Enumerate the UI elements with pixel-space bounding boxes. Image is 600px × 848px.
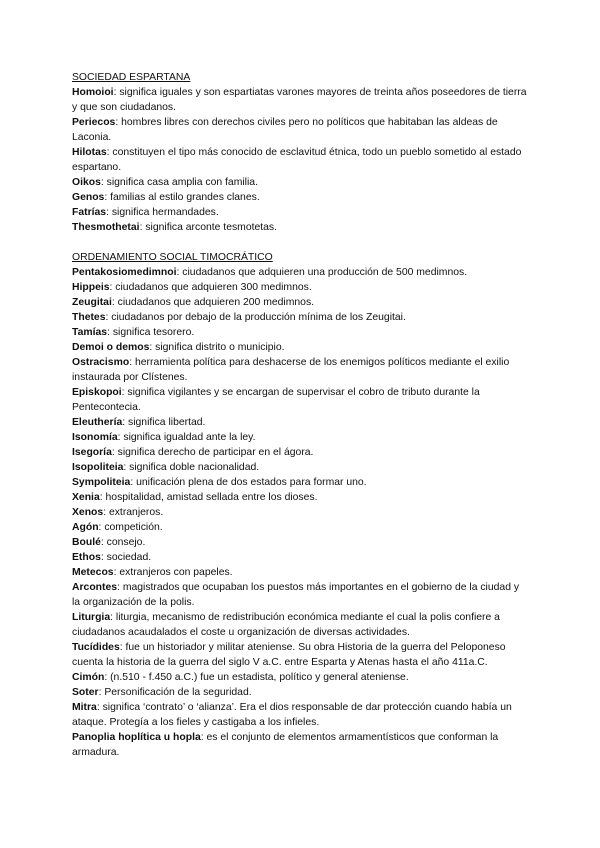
glossary-definition: : significa distrito o municipio. xyxy=(149,342,285,353)
glossary-term: Demoi o demos xyxy=(72,342,150,353)
glossary-entry xyxy=(72,310,530,325)
glossary-term: Eleuthería xyxy=(72,417,123,428)
glossary-entry xyxy=(72,730,530,760)
glossary-term: Oikos xyxy=(72,177,101,188)
glossary-definition: : liturgia, mecanismo de redistribución económica mediante el cual la polis confiere a ciudadanos acaudalados el coste u organización de diversas actividades. xyxy=(72,612,500,638)
glossary-entry xyxy=(72,490,530,505)
glossary-definition: : significa iguales y son espartiatas varones mayores de treinta años poseedores de tierra y que son ciudadanos. xyxy=(72,87,527,113)
glossary-definition: : significa derecho de participar en el ágora. xyxy=(111,447,314,458)
glossary-entry xyxy=(72,265,530,280)
section-heading-sociedad-espartana: SOCIEDAD ESPARTANA xyxy=(72,72,191,83)
glossary-definition: : constituyen el tipo más conocido de esclavitud étnica, todo un pueblo sometido al estado espartano. xyxy=(72,147,522,173)
glossary-term: Ethos xyxy=(72,552,101,563)
glossary-entry xyxy=(72,385,530,415)
glossary-definition: : significa ‘contrato’ o ‘alianza’. Era el dios responsable de dar protección cuando había un ataque. Protegía a los fieles y castigaba a los infieles. xyxy=(72,702,512,728)
glossary-term: Isonomía xyxy=(72,432,118,443)
glossary-definition: : (n.510 - f.450 a.C.) fue un estadista, político y general ateniense. xyxy=(104,672,409,683)
glossary-entry xyxy=(72,505,530,520)
glossary-definition: : significa hermandades. xyxy=(106,207,219,218)
section-spacer xyxy=(72,235,530,250)
glossary-entry xyxy=(72,610,530,640)
glossary-term: Tamías xyxy=(72,327,108,338)
glossary-term: Metecos xyxy=(72,567,114,578)
glossary-entry xyxy=(72,85,530,115)
glossary-term: Liturgia xyxy=(72,612,111,623)
glossary-term: Xenia xyxy=(72,492,100,503)
glossary-definition: : unificación plena de dos estados para formar uno. xyxy=(130,477,367,488)
glossary-definition: : ciudadanos que adquieren 200 medimnos. xyxy=(111,297,315,308)
glossary-term: Thetes xyxy=(72,312,106,323)
glossary-entry xyxy=(72,280,530,295)
glossary-definition: : significa tesorero. xyxy=(107,327,195,338)
glossary-entry xyxy=(72,145,530,175)
glossary-definition: : significa arconte tesmotetas. xyxy=(139,222,278,233)
glossary-entry xyxy=(72,340,530,355)
glossary-definition: : es el conjunto de elementos armamentísticos que conforman la armadura. xyxy=(72,732,499,758)
glossary-entry xyxy=(72,550,530,565)
glossary-term: Genos xyxy=(72,192,105,203)
glossary-term: Hilotas xyxy=(72,147,107,158)
glossary-entry xyxy=(72,415,530,430)
glossary-term: Homoioi xyxy=(72,87,114,98)
glossary-term: Episkopoi xyxy=(72,387,122,398)
glossary-section-sociedad-espartana xyxy=(72,85,530,235)
glossary-term: Panoplia hoplítica u hopla xyxy=(72,732,201,743)
glossary-entry xyxy=(72,535,530,550)
glossary-definition: : herramienta política para deshacerse de los enemigos políticos mediante el exilio instaurada por Clístenes. xyxy=(72,357,510,383)
glossary-definition: : extranjeros con papeles. xyxy=(113,567,233,578)
glossary-entry xyxy=(72,445,530,460)
glossary-term: Sympoliteia xyxy=(72,477,131,488)
glossary-entry xyxy=(72,175,530,190)
glossary-definition: : significa doble nacionalidad. xyxy=(123,462,260,473)
glossary-definition: : ciudadanos que adquieren 300 medimnos. xyxy=(109,282,312,293)
glossary-entry xyxy=(72,685,530,700)
glossary-entry xyxy=(72,205,530,220)
glossary-definition: : significa vigilantes y se encargan de supervisar el cobro de tributo durante la Pentecontecia. xyxy=(72,387,480,413)
glossary-term: Agón xyxy=(72,522,99,533)
glossary-term: Pentakosiomedimnoi xyxy=(72,267,177,278)
glossary-definition: : hombres libres con derechos civiles pero no políticos que habitaban las aldeas de Laconia. xyxy=(72,117,498,143)
glossary-definition: : Personificación de la seguridad. xyxy=(98,687,252,698)
glossary-term: Ostracismo xyxy=(72,357,130,368)
glossary-definition: : significa casa amplia con familia. xyxy=(100,177,258,188)
glossary-entry xyxy=(72,520,530,535)
glossary-entry xyxy=(72,190,530,205)
glossary-definition: : significa libertad. xyxy=(122,417,206,428)
glossary-definition: : magistrados que ocupaban los puestos más importantes en el gobierno de la ciudad y la organización de la polis. xyxy=(72,582,520,608)
glossary-term: Fatrías xyxy=(72,207,107,218)
document-page xyxy=(72,70,530,760)
glossary-definition: : extranjeros. xyxy=(103,507,164,518)
glossary-definition: : competición. xyxy=(98,522,163,533)
glossary-term: Isopoliteia xyxy=(72,462,124,473)
glossary-term: Xenos xyxy=(72,507,104,518)
glossary-term: Mitra xyxy=(72,702,97,713)
glossary-term: Arcontes xyxy=(72,582,118,593)
glossary-term: Periecos xyxy=(72,117,116,128)
glossary-section-ordenamiento-social xyxy=(72,265,530,760)
glossary-entry xyxy=(72,220,530,235)
glossary-definition: : consejo. xyxy=(100,537,146,548)
glossary-definition: : significa igualdad ante la ley. xyxy=(117,432,256,443)
glossary-definition: : fue un historiador y militar ateniense. Su obra Historia de la guerra del Peloponeso cuenta la historia de la guerra del siglo V a.C. entre Esparta y Atenas hasta el año 411a.C. xyxy=(72,642,506,668)
glossary-entry xyxy=(72,430,530,445)
glossary-term: Cimón xyxy=(72,672,105,683)
glossary-entry xyxy=(72,115,530,145)
glossary-definition: : familias al estilo grandes clanes. xyxy=(104,192,260,203)
glossary-definition: : ciudadanos que adquieren una producción de 500 medimnos. xyxy=(176,267,468,278)
glossary-entry xyxy=(72,580,530,610)
section-heading-ordenamiento-social: ORDENAMIENTO SOCIAL TIMOCRÁTICO xyxy=(72,252,273,263)
glossary-entry xyxy=(72,640,530,670)
glossary-entry xyxy=(72,670,530,685)
glossary-entry xyxy=(72,700,530,730)
glossary-term: Tucídides xyxy=(72,642,120,653)
glossary-entry xyxy=(72,475,530,490)
glossary-term: Thesmothetai xyxy=(72,222,140,233)
glossary-entry xyxy=(72,460,530,475)
glossary-entry xyxy=(72,355,530,385)
glossary-entry xyxy=(72,565,530,580)
glossary-term: Boulé xyxy=(72,537,101,548)
glossary-definition: : ciudadanos por debajo de la producción mínima de los Zeugitai. xyxy=(105,312,406,323)
glossary-term: Soter xyxy=(72,687,99,698)
glossary-term: Isegoría xyxy=(72,447,112,458)
glossary-definition: : hospitalidad, amistad sellada entre los dioses. xyxy=(99,492,318,503)
glossary-term: Zeugitai xyxy=(72,297,112,308)
glossary-entry xyxy=(72,295,530,310)
glossary-entry xyxy=(72,325,530,340)
glossary-definition: : sociedad. xyxy=(100,552,152,563)
glossary-term: Hippeis xyxy=(72,282,110,293)
